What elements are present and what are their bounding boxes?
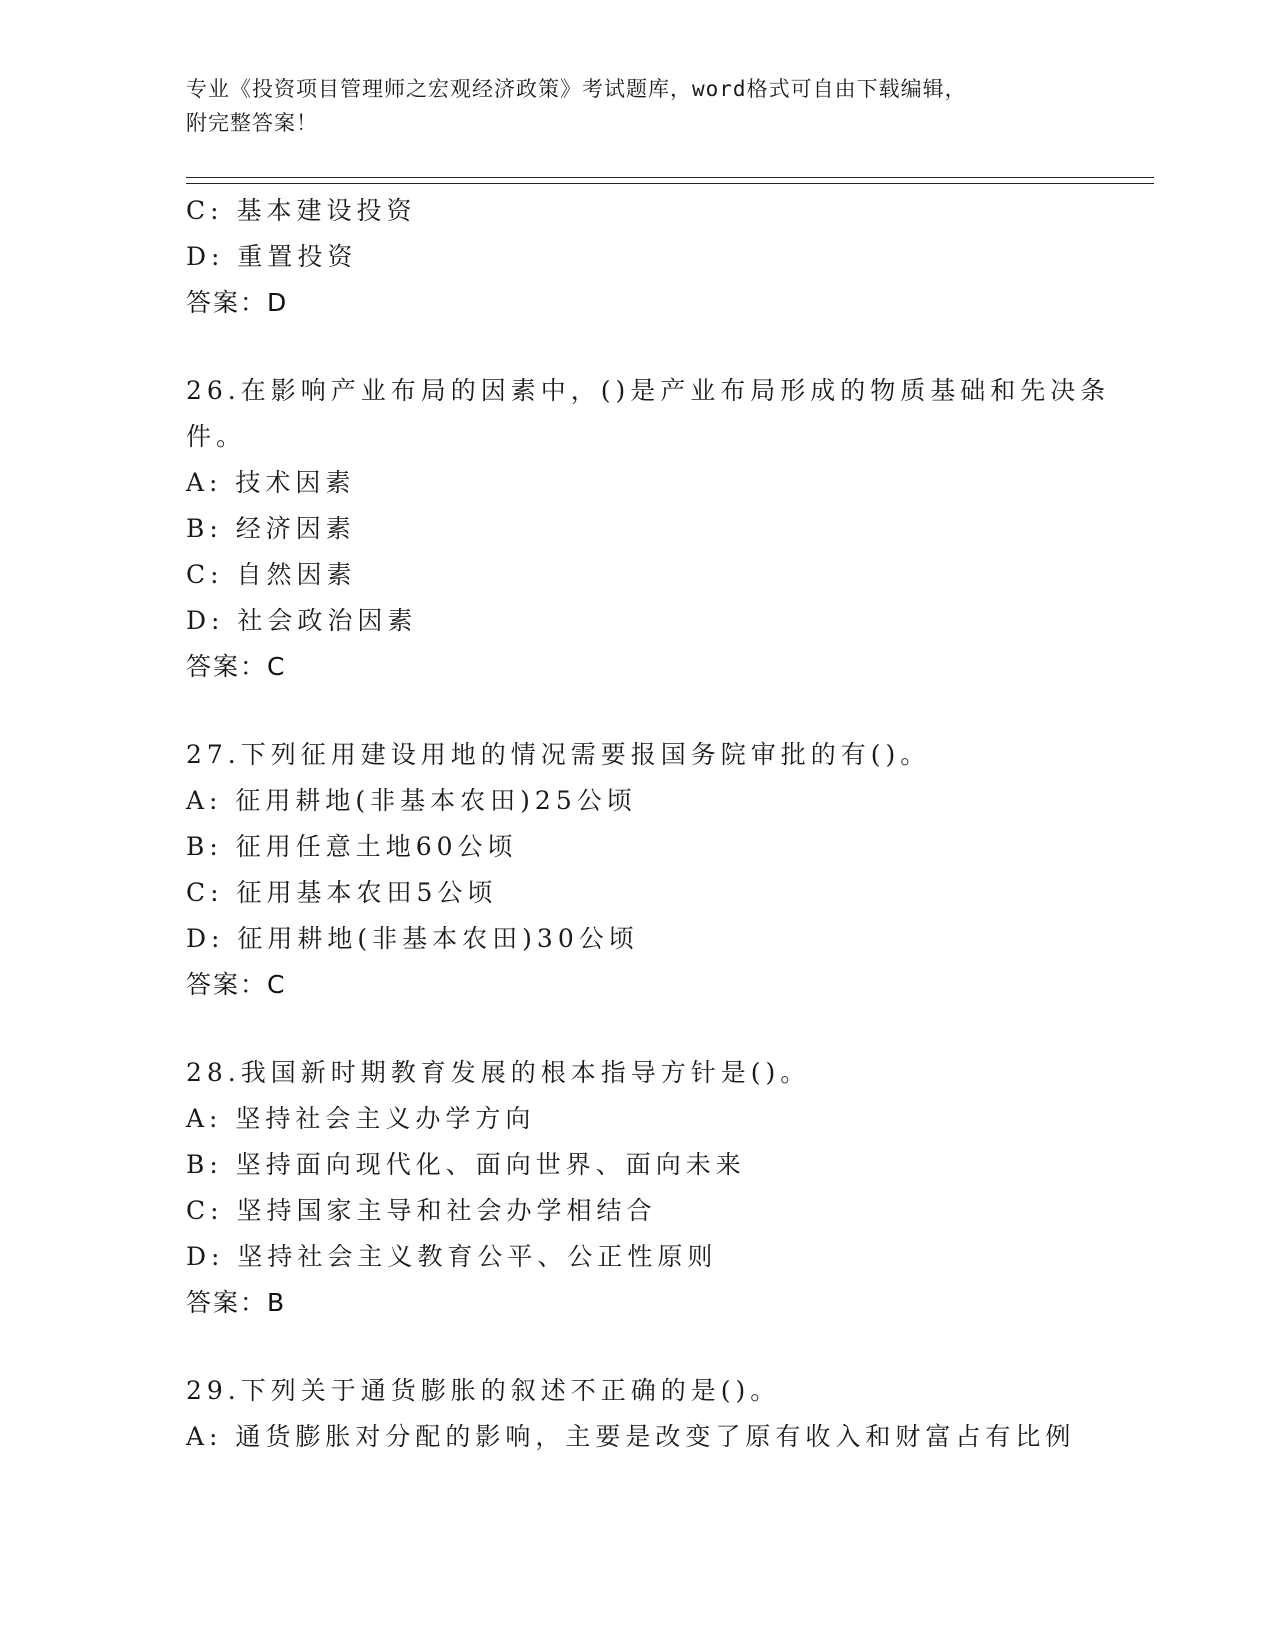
option-a: A: 坚持社会主义办学方向: [186, 1104, 536, 1133]
header-divider-bottom: [186, 183, 1154, 184]
answer: 答案：C: [186, 652, 287, 681]
option-b: B: 经济因素: [186, 514, 356, 543]
spacer: [186, 1326, 1086, 1368]
option-d: D: 坚持社会主义教育公平、公正性原则: [186, 1242, 718, 1271]
option-c: C: 征用基本农田5公顷: [186, 878, 498, 907]
option-d: D: 社会政治因素: [186, 606, 418, 635]
question-stem: 26.在影响产业布局的因素中，()是产业布局形成的物质基础和先决条: [186, 376, 1111, 405]
question-stem: 29.下列关于通货膨胀的叙述不正确的是()。: [186, 1376, 781, 1405]
question-stem: 27.下列征用建设用地的情况需要报国务院审批的有()。: [186, 740, 931, 769]
question-list: [186, 188, 1111, 1460]
answer: 答案：B: [186, 1288, 287, 1317]
spacer: [186, 326, 1086, 368]
spacer: [186, 1008, 1086, 1050]
question-stem-continued: 件。: [186, 422, 247, 451]
option-c: C: 自然因素: [186, 560, 357, 589]
header-divider-top: [186, 177, 1154, 178]
spacer: [186, 690, 1086, 732]
option-c: C: 基本建设投资: [186, 196, 417, 225]
option-d: D: 征用耕地(非基本农田)30公顷: [186, 924, 639, 953]
option-a: A: 通货膨胀对分配的影响，主要是改变了原有收入和财富占有比例: [186, 1422, 1076, 1451]
option-a: A: 技术因素: [186, 468, 356, 497]
question-stem: 28.我国新时期教育发展的根本指导方针是()。: [186, 1058, 811, 1087]
option-d: D: 重置投资: [186, 242, 358, 271]
option-a: A: 征用耕地(非基本农田)25公顷: [186, 786, 637, 815]
document-header: [186, 72, 1066, 140]
option-b: B: 坚持面向现代化、面向世界、面向未来: [186, 1150, 746, 1179]
option-b: B: 征用任意土地60公顷: [186, 832, 518, 861]
answer: 答案：C: [186, 970, 287, 999]
option-c: C: 坚持国家主导和社会办学相结合: [186, 1196, 657, 1225]
header-line-1: 专业《投资项目管理师之宏观经济政策》考试题库，word格式可自由下载编辑，: [186, 77, 967, 101]
answer: 答案：D: [186, 288, 289, 317]
header-line-2: 附完整答案！: [186, 111, 318, 135]
